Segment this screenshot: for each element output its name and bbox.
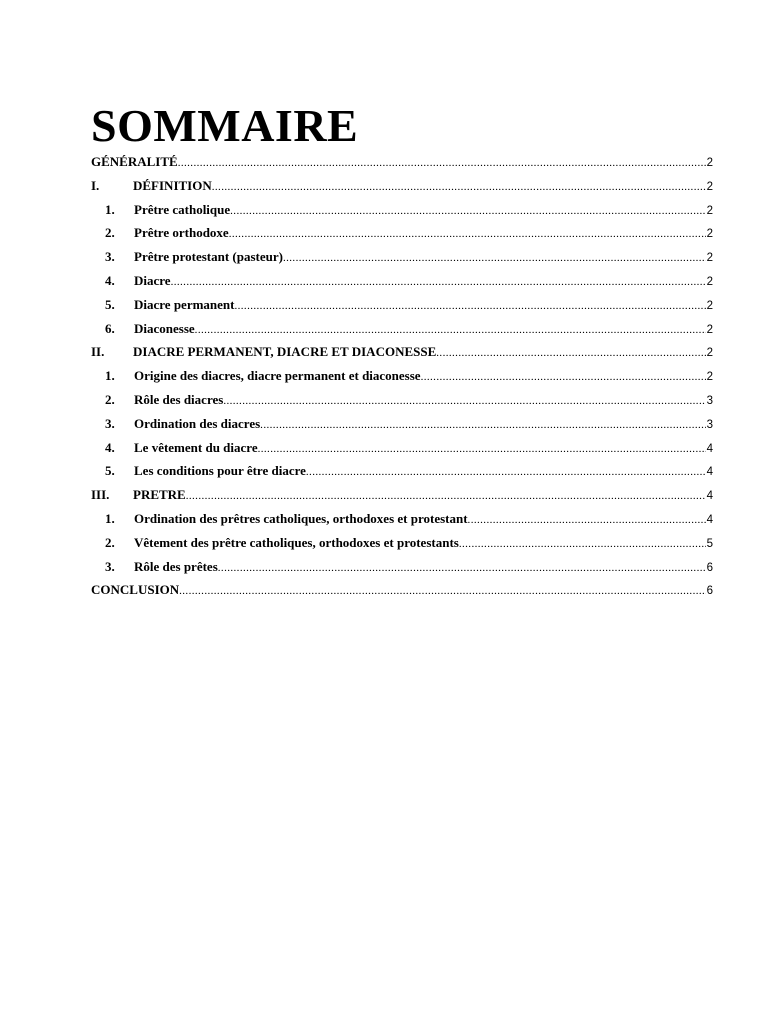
toc-entry-title: Prêtre protestant (pasteur) bbox=[134, 249, 283, 265]
toc-entry[interactable] bbox=[91, 392, 713, 416]
toc-entry-title: Origine des diacres, diacre permanent et diaconesse bbox=[134, 368, 421, 384]
toc-entry-number: II. bbox=[91, 344, 105, 360]
toc-entry-page-number: 3 bbox=[706, 394, 713, 407]
toc-dot-leader bbox=[283, 252, 706, 264]
toc-entry-number: 3. bbox=[105, 415, 115, 431]
toc-dot-leader bbox=[229, 228, 706, 240]
toc-entry-title: CONCLUSION bbox=[91, 582, 180, 598]
toc-entry[interactable] bbox=[91, 249, 713, 273]
toc-entry-page-number: 2 bbox=[706, 228, 713, 241]
toc-entry[interactable] bbox=[91, 511, 713, 535]
toc-dot-leader bbox=[258, 443, 706, 455]
toc-entry-title: Rôle des prêtes bbox=[134, 558, 218, 574]
toc-entry-number: 1. bbox=[105, 201, 115, 217]
toc-entry[interactable] bbox=[91, 273, 713, 297]
toc-dot-leader bbox=[421, 371, 706, 383]
toc-entry-number: 4. bbox=[105, 272, 115, 288]
toc-entry-number: 3. bbox=[105, 249, 115, 265]
toc-entry-title: Diacre permanent bbox=[134, 296, 235, 312]
page-title: SOMMAIRE bbox=[91, 100, 359, 151]
toc-entry[interactable] bbox=[91, 582, 713, 606]
toc-entry-page-number: 2 bbox=[706, 323, 713, 336]
toc-entry-page-number: 3 bbox=[706, 418, 713, 431]
toc-entry[interactable] bbox=[91, 344, 713, 368]
toc-entry-number: 2. bbox=[105, 534, 115, 550]
toc-entry-title: Ordination des prêtres catholiques, orthodoxes et protestant bbox=[134, 510, 468, 526]
toc-entry-page-number: 2 bbox=[706, 252, 713, 265]
toc-entry-number: 1. bbox=[105, 368, 115, 384]
toc-entry-page-number: 6 bbox=[706, 585, 713, 598]
toc-entry-number: 6. bbox=[105, 320, 115, 336]
toc-entry[interactable] bbox=[91, 368, 713, 392]
toc-dot-leader bbox=[179, 585, 705, 597]
toc-entry[interactable] bbox=[91, 202, 713, 226]
toc-entry[interactable] bbox=[91, 178, 713, 202]
toc-entry-number: 5. bbox=[105, 463, 115, 479]
toc-dot-leader bbox=[306, 466, 706, 478]
toc-entry-title: Le vêtement du diacre bbox=[134, 439, 258, 455]
toc-entry[interactable] bbox=[91, 225, 713, 249]
toc-dot-leader bbox=[195, 324, 706, 336]
toc-entry-page-number: 4 bbox=[706, 466, 713, 479]
toc-entry-page-number: 2 bbox=[706, 180, 713, 193]
toc-entry-page-number: 6 bbox=[706, 561, 713, 574]
toc-entry-number: 3. bbox=[105, 558, 115, 574]
toc-dot-leader bbox=[230, 205, 705, 217]
toc-entry[interactable] bbox=[91, 321, 713, 345]
toc-entry-title: Les conditions pour être diacre bbox=[134, 463, 306, 479]
toc-entry-number: III. bbox=[91, 487, 110, 503]
toc-entry-title: Diaconesse bbox=[134, 320, 195, 336]
toc-entry[interactable] bbox=[91, 487, 713, 511]
toc-entry-page-number: 2 bbox=[706, 371, 713, 384]
toc-dot-leader bbox=[212, 181, 706, 193]
toc-entry-page-number: 2 bbox=[706, 204, 713, 217]
toc-entry-page-number: 4 bbox=[706, 490, 713, 503]
toc-dot-leader bbox=[234, 300, 705, 312]
toc-dot-leader bbox=[223, 395, 705, 407]
toc-entry-page-number: 2 bbox=[706, 275, 713, 288]
toc-entry-number: 5. bbox=[105, 296, 115, 312]
toc-entry[interactable] bbox=[91, 535, 713, 559]
toc-entry-title: Prêtre orthodoxe bbox=[134, 225, 229, 241]
toc-entry-title: Rôle des diacres bbox=[134, 391, 224, 407]
toc-entry-title: Ordination des diacres bbox=[134, 415, 261, 431]
toc-entry-number: 1. bbox=[105, 510, 115, 526]
toc-entry[interactable] bbox=[91, 559, 713, 583]
toc-entry-title: Vêtement des prêtre catholiques, orthodoxes et protestants bbox=[134, 534, 459, 550]
toc-entry-page-number: 4 bbox=[706, 442, 713, 455]
toc-entry-number: I. bbox=[91, 177, 100, 193]
toc-entry[interactable] bbox=[91, 416, 713, 440]
toc-entry-page-number: 2 bbox=[706, 157, 713, 169]
toc-dot-leader bbox=[260, 419, 705, 431]
toc-entry[interactable] bbox=[91, 154, 713, 178]
toc-entry-page-number: 2 bbox=[706, 299, 713, 312]
toc-entry-number: 4. bbox=[105, 439, 115, 455]
toc-dot-leader bbox=[459, 538, 706, 550]
toc-entry-title: GÉNÉRALITÉ bbox=[91, 154, 178, 169]
toc-entry-title: Prêtre catholique bbox=[134, 201, 231, 217]
toc-dot-leader bbox=[436, 347, 705, 359]
toc-dot-leader bbox=[218, 562, 706, 574]
toc-entry-title: DÉFINITION bbox=[133, 177, 212, 193]
toc-entry-number: 2. bbox=[105, 391, 115, 407]
toc-entry-title: DIACRE PERMANENT, DIACRE ET DIACONESSE bbox=[133, 344, 437, 360]
toc-entry-title: Diacre bbox=[134, 272, 171, 288]
toc-entry-page-number: 4 bbox=[706, 513, 713, 526]
toc-entry-title: PRETRE bbox=[133, 487, 186, 503]
toc-entry[interactable] bbox=[91, 463, 713, 487]
toc-entry[interactable] bbox=[91, 297, 713, 321]
toc-entry-page-number: 2 bbox=[706, 347, 713, 360]
document-page bbox=[91, 98, 713, 606]
toc-entry-page-number: 5 bbox=[706, 537, 713, 550]
table-of-contents bbox=[91, 154, 713, 606]
toc-entry-number: 2. bbox=[105, 225, 115, 241]
toc-dot-leader bbox=[186, 490, 706, 502]
toc-dot-leader bbox=[468, 514, 706, 526]
toc-dot-leader bbox=[178, 157, 706, 169]
toc-dot-leader bbox=[171, 276, 706, 288]
toc-entry[interactable] bbox=[91, 440, 713, 464]
